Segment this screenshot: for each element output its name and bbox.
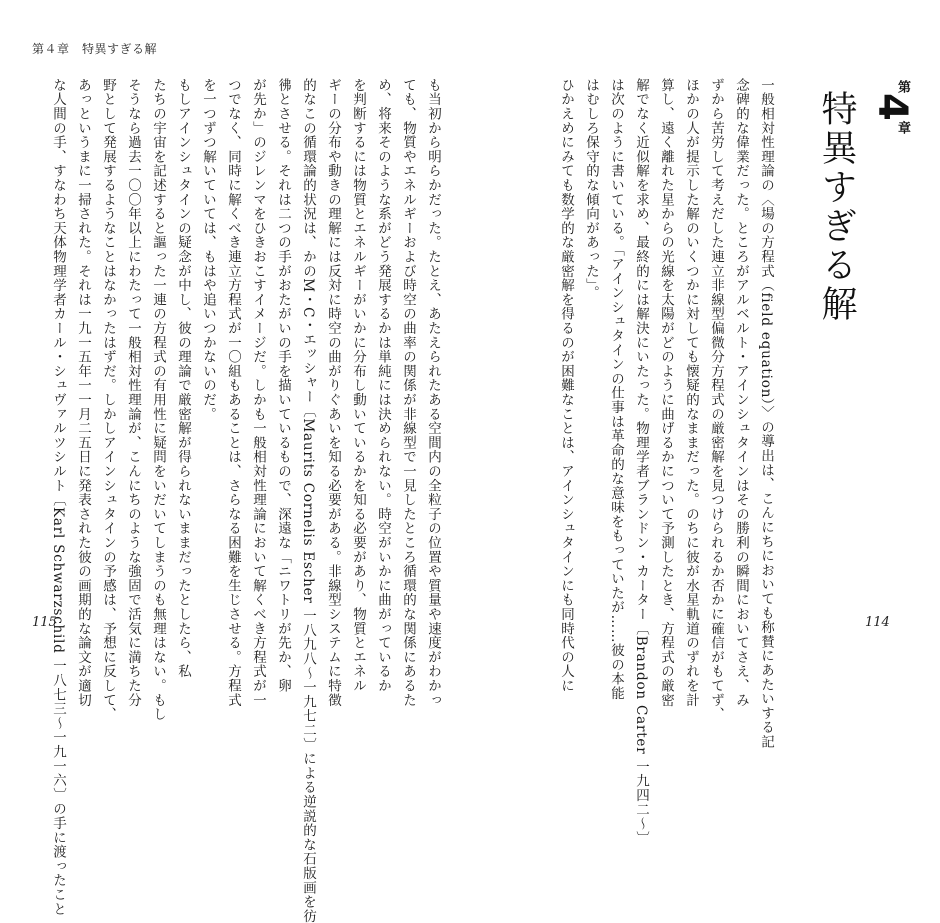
- text-line: は次のように書いている。「アインシュタインの仕事は革命的な意味をもっていたが……彼の本能: [608, 78, 624, 701]
- chapter-title-text: 特異すぎる解: [816, 90, 857, 324]
- text-line: 一般相対性理論の〈場の方程式（field equation）〉の導出は、こんにちにおいても称賛にあたいする記: [758, 78, 774, 749]
- right-page-body: [553, 78, 778, 846]
- chapter-label: 第: [895, 80, 910, 93]
- text-line: そうなら過去一〇〇年以上にわたって一般相対性理論が、こんにちのような強固で活気に満ちた分: [125, 78, 141, 708]
- text-line: ずから苦労して考えだした連立非線型偏微分方程式の厳密解を見つけられるか否かに確信がもてず、: [708, 78, 724, 722]
- text-line: 彿とさせる。それは二つの手がおたがいの手を描いているもので、深遠な「ニワトリが先か、卵: [275, 78, 291, 693]
- left-page-body: [45, 78, 445, 923]
- text-line: もしアインシュタインの疑念が中し、彼の理論で厳密解が得られないままだったとしたら、私: [175, 78, 191, 679]
- text-line: を一つずつ解いていては、もはや追いつかないのだ。: [200, 78, 216, 422]
- text-line: な人間の手、すなわち天体物理学者カール・シュヴァルツシルト〔Karl Schwarzschild 一八七三～一九一六〕の手に渡ったこと: [50, 78, 66, 917]
- text-line: ひかえめにみても数学的な厳密解を得るのが困難なことは、アインシュタインにも同時代の人に: [558, 78, 574, 693]
- text-line: ほかの人が提示した解のいくつかに対しても懐疑的なままだった。のちに彼が水星軌道のずれを計: [683, 78, 699, 708]
- text-line: 解でなく近似解を求め、最終的には解決にいたった。物理学者ブランドン・カーター〔Brandon Carter 一九四二～〕: [633, 78, 649, 846]
- text-line: も当初から明らかだった。たとえ、あたえられたある空間内の全粒子の位置や質量や速度がわかっ: [425, 78, 441, 708]
- text-line: 的なこの循環論的状況は、かのM・C・エッシャー〔Maurits Cornelis Escher 一八九八～一九七二〕による逆説的な石版画を彷: [300, 78, 316, 923]
- running-head: 第４章 特異すぎる解: [32, 42, 158, 56]
- right-page: [470, 0, 940, 846]
- text-line: あっというまに一掃された。それは一九一五年一一月二五日に発表された彼の画期的な論文が適切: [75, 78, 91, 708]
- page-number-left: 115: [32, 615, 57, 630]
- text-line: が先か」のジレンマをひきおこすイメージだ。しかも一般相対性理論において解くべき方程式が一: [250, 78, 266, 708]
- page-number-right: 114: [865, 615, 890, 630]
- chapter-suffix: 章: [895, 120, 910, 134]
- text-line: たちの宇宙を記述すると謳った一連の方程式の有用性に疑問をいだいてしまうのも無理はない。もし: [150, 78, 166, 722]
- text-line: め、将来そのような系がどう発展するかは単純には決められない。時空がいかに曲がっているか: [375, 78, 391, 693]
- text-line: を判断するには物質とエネルギーがいかに分布し動いているかを知る必要があり、物質とエネル: [350, 78, 366, 693]
- text-line: はむしろ保守的な傾向があった」。: [583, 78, 599, 301]
- text-line: 野として発展するようなことはなかったはずだ。しかしアインシュタインの予感は、予想に反して、: [100, 78, 116, 722]
- chapter-title: [811, 90, 862, 324]
- text-line: 算し、遠く離れた星からの光線を太陽がどのように曲げるかについて予測したとき、方程式の厳密: [658, 78, 674, 708]
- text-line: つでなく、同時に解くべき連立方程式が一〇組もあることは、さらなる困難を生じさせる。方程式: [225, 78, 241, 708]
- text-line: ギーの分布や動きの理解には反対に時空の曲がりぐあいを知る必要がある。非線型システムに特徴: [325, 78, 341, 708]
- chapter-number: 4: [869, 93, 915, 121]
- text-line: 念碑的な偉業だった。ところがアルベルト・アインシュタインはその勝利の瞬間においてさえ、み: [733, 78, 749, 708]
- chapter-heading: [869, 80, 915, 134]
- text-line: ても、物質やエネルギーおよび時空の曲率の関係が非線型で一見したところ循環的な関係にあるた: [400, 78, 416, 708]
